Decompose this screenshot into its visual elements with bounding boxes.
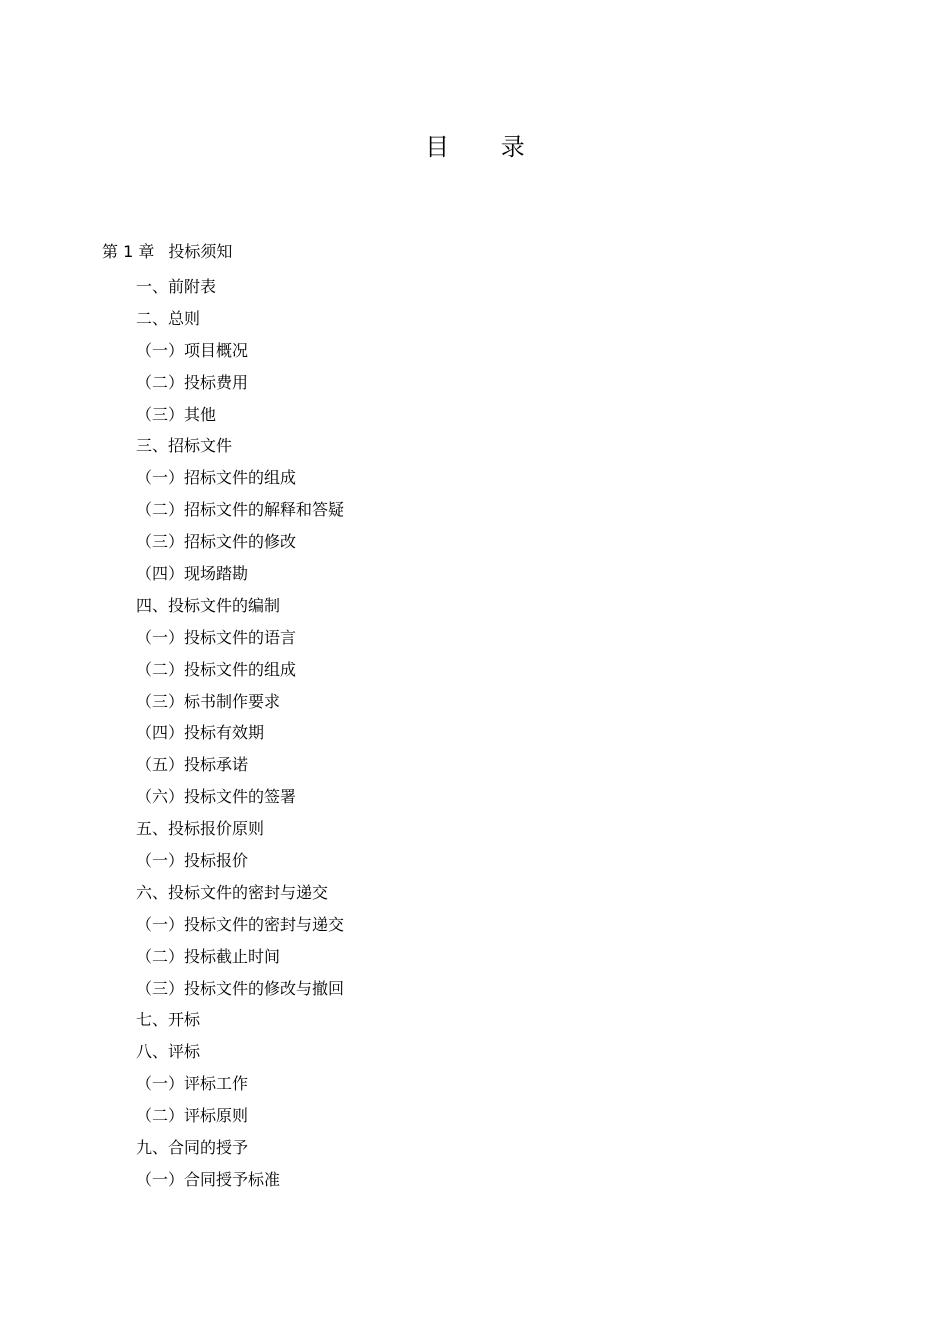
toc-item: （一）投标报价 (136, 851, 249, 871)
toc-item: 三、招标文件 (136, 436, 233, 456)
toc-item: （二）投标文件的组成 (136, 659, 297, 679)
toc-item: （二）招标文件的解释和答疑 (136, 500, 345, 520)
toc-item: 八、评标 (136, 1042, 201, 1062)
toc-item: （三）其他 (136, 404, 217, 424)
toc-item: （一）评标工作 (136, 1074, 249, 1094)
toc-item: （二）投标截止时间 (136, 946, 281, 966)
toc-item: （四）投标有效期 (136, 723, 265, 743)
toc-item: （二）投标费用 (136, 372, 249, 392)
toc-item: （五）投标承诺 (136, 755, 249, 775)
toc-item: （四）现场踏勘 (136, 564, 249, 584)
chapter-heading (102, 240, 232, 264)
toc-item: 七、开标 (136, 1010, 201, 1030)
toc-item: （二）评标原则 (136, 1106, 249, 1126)
toc-item: 五、投标报价原则 (136, 819, 265, 839)
chapter-title: 投标须知 (168, 242, 233, 261)
toc-item: （六）投标文件的签署 (136, 787, 297, 807)
toc-list (136, 271, 344, 1196)
toc-item: （一）合同授予标准 (136, 1169, 281, 1189)
toc-item: （一）项目概况 (136, 340, 249, 360)
chapter-number: 第 1 章 (102, 242, 155, 261)
toc-item: （一）招标文件的组成 (136, 468, 297, 488)
toc-item: （三）标书制作要求 (136, 691, 281, 711)
toc-item: 四、投标文件的编制 (136, 595, 281, 615)
toc-item: 一、前附表 (136, 277, 217, 296)
toc-item: （三）投标文件的修改与撤回 (136, 978, 345, 998)
page-title: 目 录 (425, 133, 547, 161)
toc-item: （三）招标文件的修改 (136, 532, 297, 552)
toc-item: （一）投标文件的语言 (136, 627, 297, 647)
toc-item: 二、总则 (136, 308, 201, 328)
toc-item: 九、合同的授予 (136, 1138, 249, 1158)
toc-item: （一）投标文件的密封与递交 (136, 914, 345, 934)
toc-item: 六、投标文件的密封与递交 (136, 882, 329, 902)
